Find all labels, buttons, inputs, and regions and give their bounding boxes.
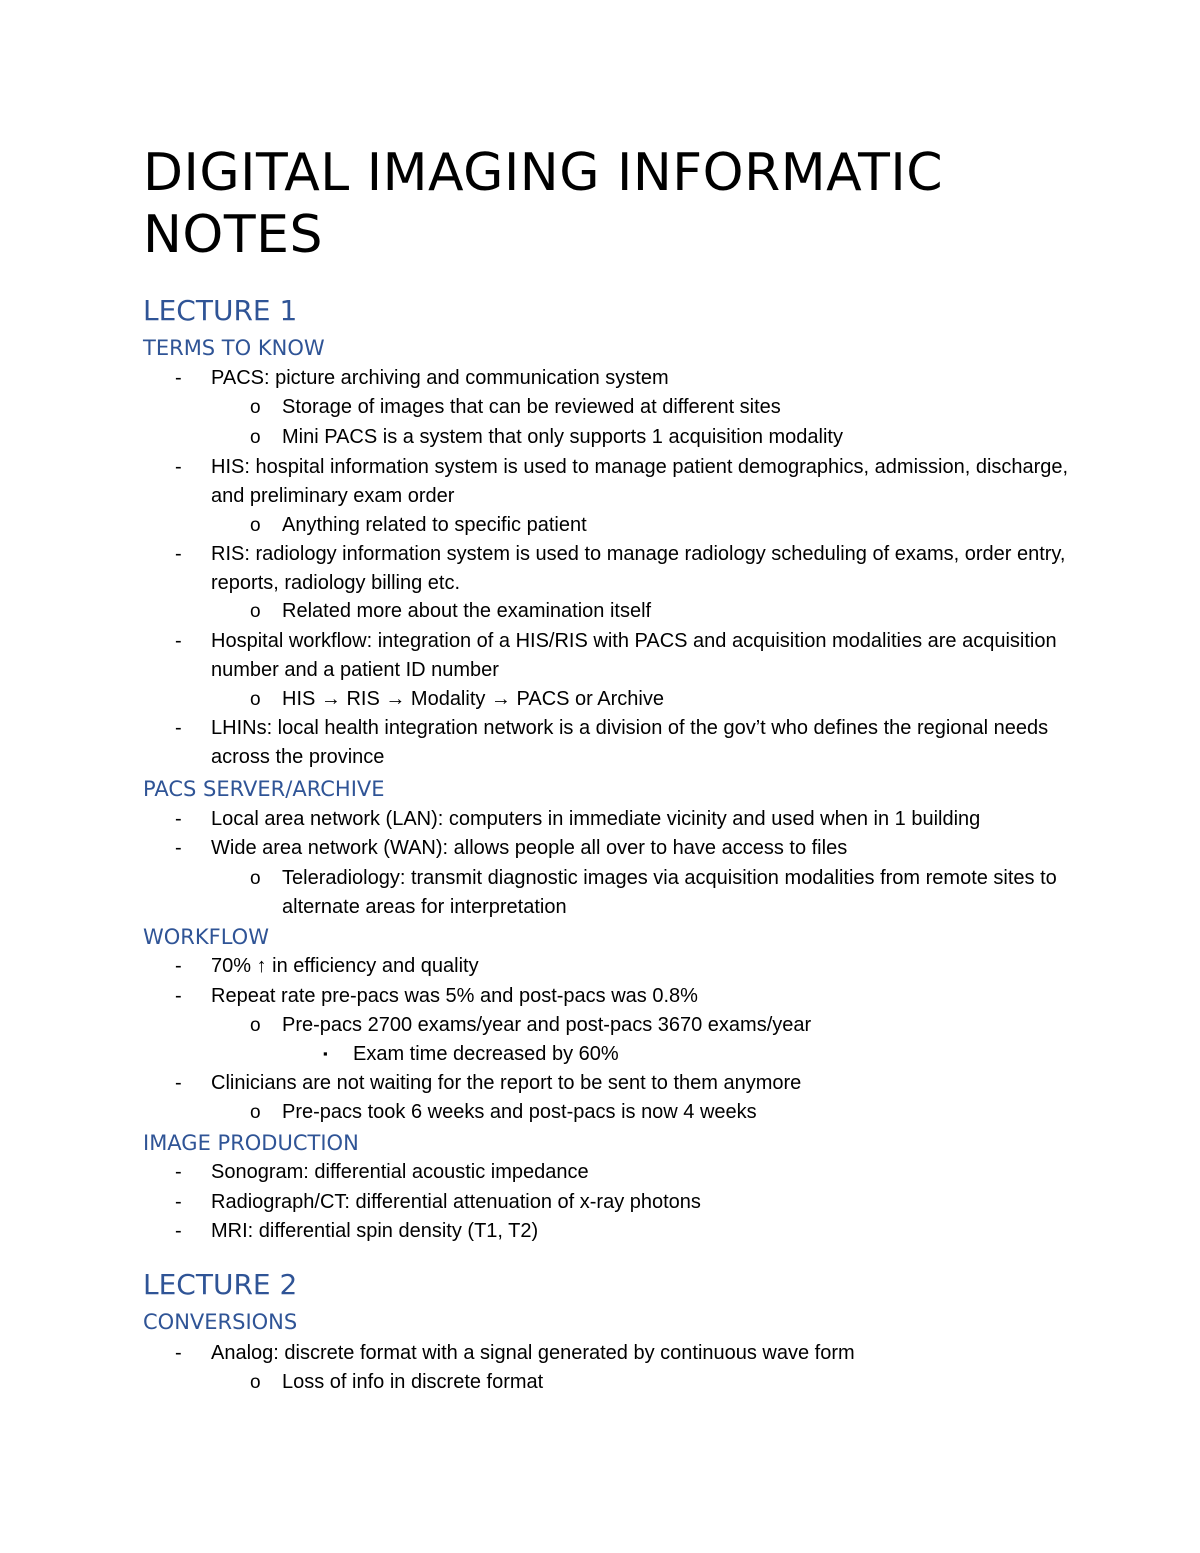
dash-bullet: - <box>175 367 182 389</box>
circle-bullet: o <box>250 868 261 889</box>
list-item: - Clinicians are not waiting for the report to be sent to them anymore <box>211 1069 1081 1098</box>
dash-bullet: - <box>175 955 182 977</box>
circle-bullet: o <box>250 689 261 710</box>
list-item: - PACS: picture archiving and communication system <box>211 364 1081 393</box>
dash-bullet: - <box>175 456 182 478</box>
dash-bullet: - <box>175 1072 182 1094</box>
list-item: - RIS: radiology information system is used to manage radiology scheduling of exams, order entry, reports, radiology billing etc. <box>211 540 1081 598</box>
terms-to-know-heading: TERMS TO KNOW <box>143 336 325 360</box>
dash-bullet: - <box>175 630 182 652</box>
pacs-server-archive-heading: PACS SERVER/ARCHIVE <box>143 777 385 801</box>
lecture-2-heading: LECTURE 2 <box>143 1268 298 1301</box>
document-title: DIGITAL IMAGING INFORMATIC NOTES <box>143 143 944 265</box>
list-item: - Hospital workflow: integration of a HIS/RIS with PACS and acquisition modalities are acquisition number and a patient ID number <box>211 627 1081 685</box>
lecture-1-heading: LECTURE 1 <box>143 294 298 327</box>
list-item: - Sonogram: differential acoustic impedance <box>211 1158 1081 1187</box>
dash-bullet: - <box>175 985 182 1007</box>
dash-bullet: - <box>175 1342 182 1364</box>
conversions-heading: CONVERSIONS <box>143 1310 298 1334</box>
list-item: - 70% ↑ in efficiency and quality <box>211 952 1081 981</box>
circle-bullet: o <box>250 515 261 536</box>
list-item: - Radiograph/CT: differential attenuation of x-ray photons <box>211 1188 1081 1217</box>
workflow-heading: WORKFLOW <box>143 925 269 949</box>
list-item: - Local area network (LAN): computers in immediate vicinity and used when in 1 building <box>211 805 1081 834</box>
dash-bullet: - <box>175 717 182 739</box>
list-item: - Analog: discrete format with a signal generated by continuous wave form <box>211 1339 1081 1368</box>
list-item: o Teleradiology: transmit diagnostic images via acquisition modalities from remote sites to alternate areas for interpretation <box>282 864 1072 922</box>
list-item: o Anything related to specific patient <box>282 511 1072 540</box>
list-item: o Pre-pacs took 6 weeks and post-pacs is now 4 weeks <box>282 1098 1072 1127</box>
list-item: - MRI: differential spin density (T1, T2) <box>211 1217 1081 1246</box>
circle-bullet: o <box>250 397 261 418</box>
dash-bullet: - <box>175 1191 182 1213</box>
list-item: o HIS → RIS → Modality → PACS or Archive <box>282 685 1072 714</box>
circle-bullet: o <box>250 427 261 448</box>
circle-bullet: o <box>250 1102 261 1123</box>
image-production-heading: IMAGE PRODUCTION <box>143 1131 359 1155</box>
dash-bullet: - <box>175 1161 182 1183</box>
square-bullet: ▪ <box>323 1046 328 1061</box>
dash-bullet: - <box>175 837 182 859</box>
list-item: - Wide area network (WAN): allows people all over to have access to files <box>211 834 1081 863</box>
list-item: o Mini PACS is a system that only supports 1 acquisition modality <box>282 423 1072 452</box>
list-item: - Repeat rate pre-pacs was 5% and post-pacs was 0.8% <box>211 982 1081 1011</box>
list-item: - LHINs: local health integration network is a division of the gov’t who defines the regional needs across the province <box>211 714 1081 772</box>
list-item: o Related more about the examination itself <box>282 597 1072 626</box>
list-item: o Pre-pacs 2700 exams/year and post-pacs 3670 exams/year <box>282 1011 1072 1040</box>
list-item: ▪ Exam time decreased by 60% <box>353 1040 1053 1069</box>
list-item: o Loss of info in discrete format <box>282 1368 1072 1397</box>
dash-bullet: - <box>175 808 182 830</box>
dash-bullet: - <box>175 543 182 565</box>
list-item: - HIS: hospital information system is used to manage patient demographics, admission, discharge, and preliminary exam order <box>211 453 1081 511</box>
circle-bullet: o <box>250 601 261 622</box>
circle-bullet: o <box>250 1372 261 1393</box>
dash-bullet: - <box>175 1220 182 1242</box>
circle-bullet: o <box>250 1015 261 1036</box>
list-item: o Storage of images that can be reviewed at different sites <box>282 393 1072 422</box>
